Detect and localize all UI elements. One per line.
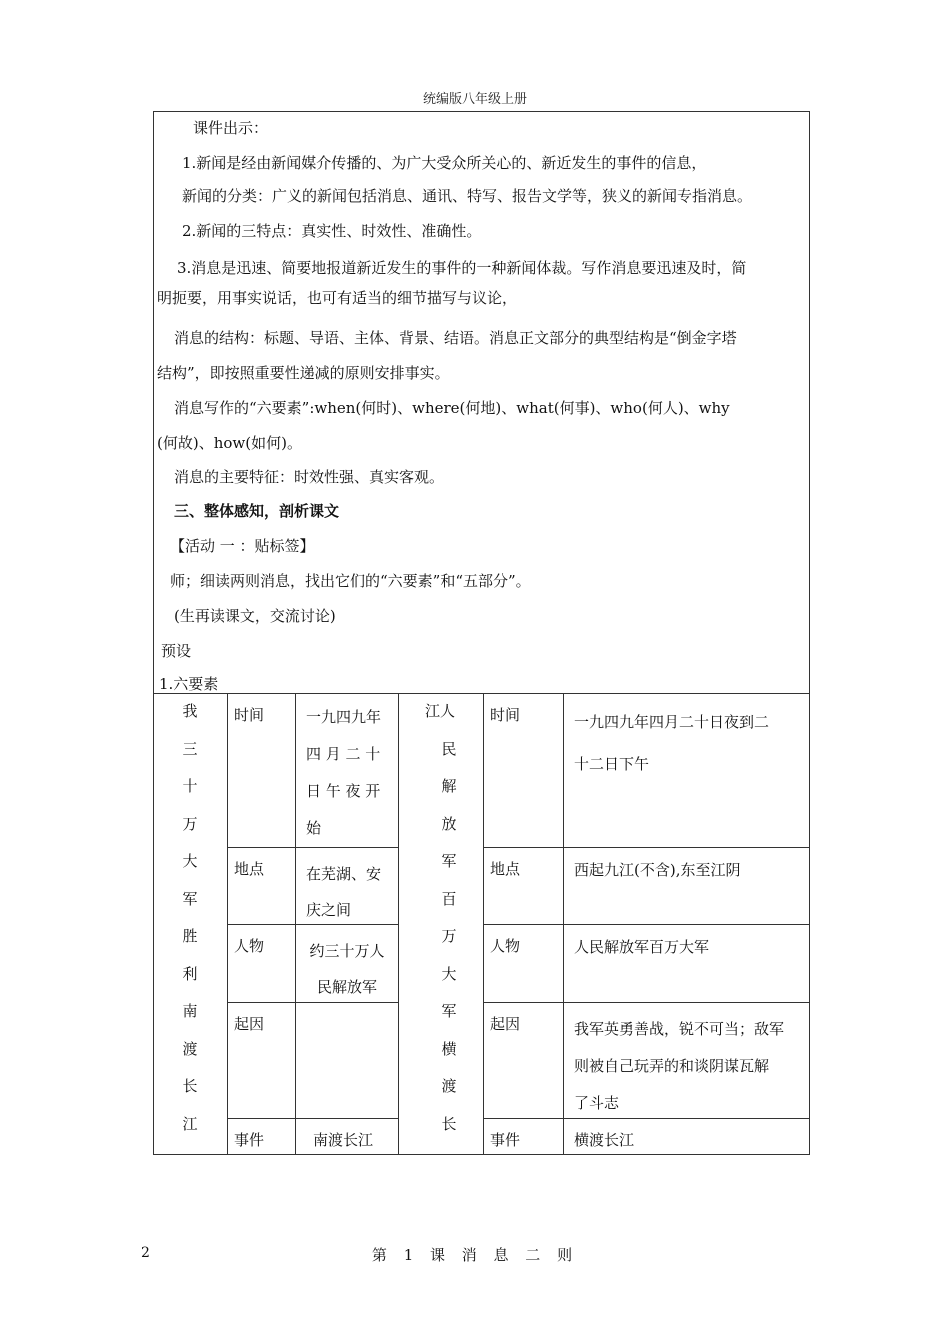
news-definition: 1.新闻是经由新闻媒介传播的、为广大受众所关心的、新近发生的事件的信息，: [182, 154, 707, 172]
page-number: 2: [141, 1245, 150, 1261]
table-vline: [398, 693, 399, 1155]
left-label-time: 时间: [234, 706, 265, 724]
right-value-cause: 我军英勇善战，锐不可当；敌军 则被自己玩弄的和谈阴谋瓦解 了斗志: [574, 1020, 785, 1112]
left-label-place: 地点: [234, 860, 265, 878]
left-value-people: 约三十万人 民解放军: [309, 942, 385, 996]
section-heading: 三、整体感知，剖析课文: [174, 502, 340, 520]
student-activity: (生再读课文，交流讨论): [174, 607, 336, 625]
right-label-people: 人物: [490, 937, 521, 955]
right-label-cause: 起因: [490, 1015, 521, 1033]
right-value-event: 横渡长江: [574, 1131, 635, 1149]
left-value-event: 南渡长江: [313, 1131, 374, 1149]
six-elements-1: 消息写作的“六要素”:when(何时)、where(何地)、what(何事)、who(何人)、why: [174, 399, 730, 417]
left-label-people: 人物: [234, 937, 265, 955]
activity-label: 【活动 一 ：贴标签】: [170, 537, 315, 555]
table-top-border: [153, 693, 810, 694]
message-characteristics: 消息的主要特征：时效性强、真实客观。: [174, 468, 445, 486]
teacher-instruction: 师；细读两则消息，找出它们的“六要素”和“五部分”。: [170, 572, 531, 590]
message-definition-1: 3.消息是迅速、简要地报道新近发生的事件的一种新闻体裁。写作消息要迅速及时，简: [177, 259, 747, 277]
message-structure-1: 消息的结构：标题、导语、主体、背景、结语。消息正文部分的典型结构是“倒金字塔: [174, 329, 737, 347]
six-elements-2: (何故)、how(如何)。: [157, 434, 302, 452]
right-article-title: 江人 民 解 放 军 百 万 大 军 横 渡 长: [424, 702, 457, 1133]
news-classification: 新闻的分类：广义的新闻包括消息、通讯、特写、报告文学等，狭义的新闻专指消息。: [182, 187, 753, 205]
right-value-people: 人民解放军百万大军: [574, 938, 710, 956]
news-features: 2.新闻的三特点：真实性、时效性、准确性。: [182, 222, 482, 240]
courseware-heading: 课件出示：: [193, 119, 269, 137]
table-hline: [227, 1118, 398, 1119]
six-elements-heading: 1.六要素: [159, 675, 219, 693]
left-article-title: 我 三 十 万 大 军 胜 利 南 渡 长 江: [182, 702, 198, 1133]
page-header: 统编版八年级上册: [422, 92, 527, 107]
right-value-place: 西起九江(不含),东至江阴: [574, 861, 741, 879]
right-value-time: 一九四九年四月二十日夜到二 十二日下午: [574, 713, 770, 773]
left-value-time: 一九四九年 四 月 二 十 日 午 夜 开 始: [306, 708, 382, 837]
table-hline: [227, 847, 398, 848]
message-structure-2: 结构”，即按照重要性递减的原则安排事实。: [157, 364, 450, 382]
left-label-event: 事件: [234, 1131, 265, 1149]
left-label-cause: 起因: [234, 1015, 265, 1033]
right-label-event: 事件: [490, 1131, 521, 1149]
message-definition-2: 明扼要，用事实说话，也可有适当的细节描写与议论，: [157, 289, 518, 307]
right-label-time: 时间: [490, 706, 521, 724]
table-hline: [483, 847, 810, 848]
footer-title: 第 1 课 消 息 二 则: [371, 1246, 579, 1264]
table-hline: [483, 1002, 810, 1003]
preset-label: 预设: [161, 642, 192, 660]
table-hline: [483, 924, 810, 925]
right-label-place: 地点: [490, 860, 521, 878]
left-value-place: 在芜湖、安 庆之间: [306, 865, 382, 919]
